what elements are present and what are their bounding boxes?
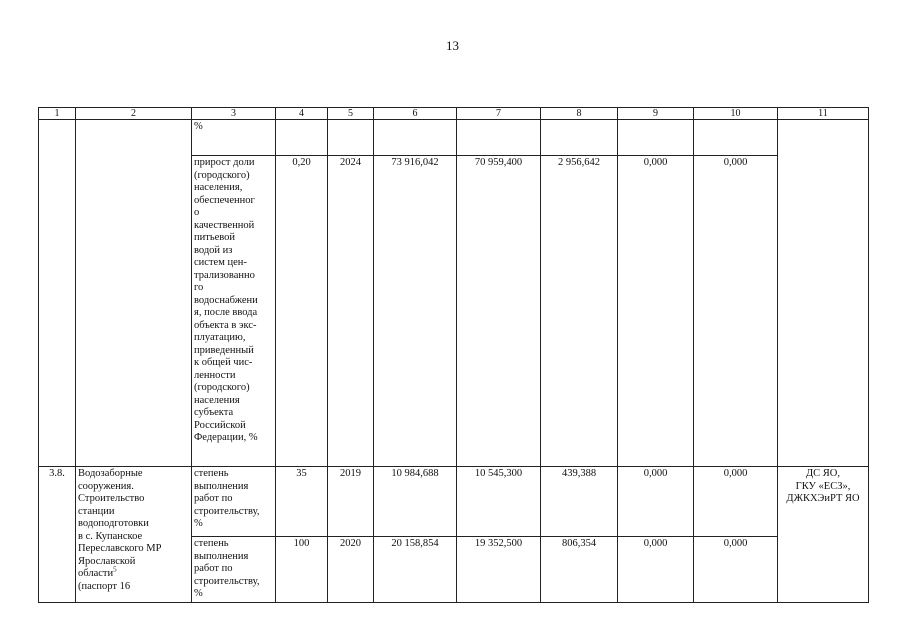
amount-other-cell: 0,000 xyxy=(694,537,778,603)
cell-name-empty xyxy=(76,120,192,467)
col-header-10: 10 xyxy=(694,108,778,120)
amount-federal-cell: 10 545,300 xyxy=(457,467,541,537)
year-cell: 2020 xyxy=(328,537,374,603)
page-number: 13 xyxy=(446,38,459,53)
table-cell xyxy=(694,120,778,156)
col-header-4: 4 xyxy=(276,108,328,120)
indicator-name-cell: степень выполнения работ по строительству, % xyxy=(192,467,276,537)
table-cell xyxy=(457,120,541,156)
indicator-name-cell: прирост доли (городского) населения, обеспеченног о качественной питьевой водой из систем цен- трализованно го водоснабжени я, после ввода объекта в экс- плуатацию, приведенный к общей чис- ленности (городского) населения субъекта Российской Федерации, % xyxy=(192,156,276,467)
amount-federal-cell: 70 959,400 xyxy=(457,156,541,467)
col-header-3: 3 xyxy=(192,108,276,120)
table-row xyxy=(39,467,869,537)
object-name-cell xyxy=(76,467,192,603)
col-header-7: 7 xyxy=(457,108,541,120)
indicator-name-cell: степень выполнения работ по строительству, % xyxy=(192,537,276,603)
col-header-9: 9 xyxy=(618,108,694,120)
col-header-5: 5 xyxy=(328,108,374,120)
col-header-1: 1 xyxy=(39,108,76,120)
amount-other-cell: 0,000 xyxy=(694,156,778,467)
col-header-2: 2 xyxy=(76,108,192,120)
item-number-cell: 3.8. xyxy=(39,467,76,603)
table-cell xyxy=(374,120,457,156)
indicator-value-cell: 35 xyxy=(276,467,328,537)
object-name-text: Водозаборные сооружения. Строительство станции водоподготовки в с. Купанское Переславского МР Ярославской области xyxy=(78,468,162,579)
program-table xyxy=(38,107,869,603)
amount-local-cell: 0,000 xyxy=(618,156,694,467)
cell-number-empty xyxy=(39,120,76,467)
col-header-8: 8 xyxy=(541,108,618,120)
amount-regional-cell: 2 956,642 xyxy=(541,156,618,467)
responsible-cell: ДС ЯО, ГКУ «ЕСЗ», ДЖКХЭиРТ ЯО xyxy=(778,467,869,603)
table-cell xyxy=(328,120,374,156)
col-header-6: 6 xyxy=(374,108,457,120)
table-row xyxy=(39,120,869,156)
amount-total-cell: 20 158,854 xyxy=(374,537,457,603)
amount-total-cell: 10 984,688 xyxy=(374,467,457,537)
footnote-mark: 5 xyxy=(113,565,117,574)
header-row xyxy=(39,108,869,120)
amount-federal-cell: 19 352,500 xyxy=(457,537,541,603)
indicator-unit-cell: % xyxy=(192,120,276,156)
indicator-value-cell: 0,20 xyxy=(276,156,328,467)
amount-regional-cell: 806,354 xyxy=(541,537,618,603)
object-name-tail: (паспорт 16 xyxy=(78,580,131,592)
amount-regional-cell: 439,388 xyxy=(541,467,618,537)
amount-local-cell: 0,000 xyxy=(618,537,694,603)
year-cell: 2019 xyxy=(328,467,374,537)
cell-responsible-empty xyxy=(778,120,869,467)
amount-total-cell: 73 916,042 xyxy=(374,156,457,467)
amount-other-cell: 0,000 xyxy=(694,467,778,537)
table-cell xyxy=(541,120,618,156)
table-cell xyxy=(618,120,694,156)
col-header-11: 11 xyxy=(778,108,869,120)
table-cell xyxy=(276,120,328,156)
amount-local-cell: 0,000 xyxy=(618,467,694,537)
year-cell: 2024 xyxy=(328,156,374,467)
indicator-value-cell: 100 xyxy=(276,537,328,603)
